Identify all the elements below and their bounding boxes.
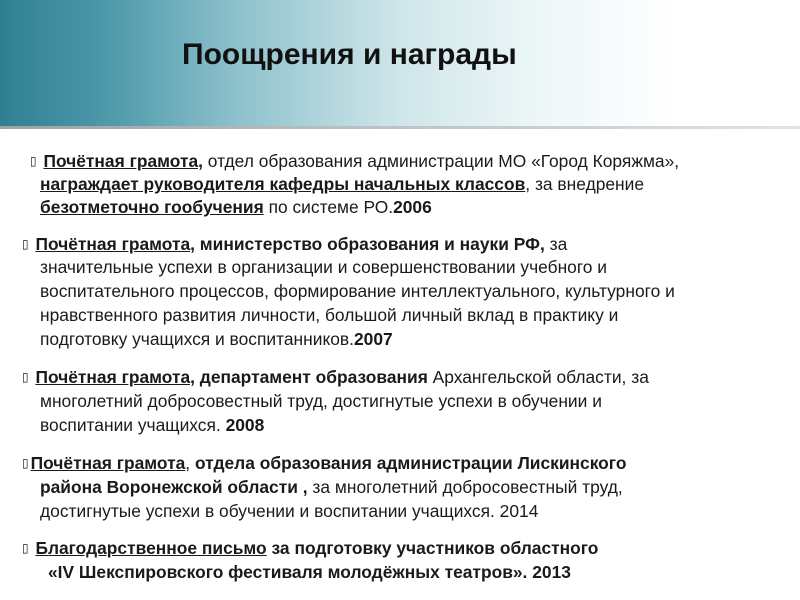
award-item-3-line-1: ▯ Почётная грамота, департамент образования Архангельской области, за [22,367,649,387]
bullet-icon: ▯ [22,237,29,251]
award-item-3-line-3: воспитании учащихся. 2008 [40,415,265,435]
award-item-2-line-2: значительные успехи в организации и совершенствовании учебного и [40,257,608,277]
award-item-1-line-3: безотметочно гообучения по системе РО.2006 [40,197,432,217]
bullet-icon: ▯ [30,154,37,168]
award-item-3-line-2: многолетний добросовестный труд, достигнутые успехи в обучении и [40,391,602,411]
bullet-icon: ▯ [22,370,29,384]
bullet-icon: ▯ [22,456,29,470]
award-item-5-line-2: «IV Шекспировского фестиваля молодёжных театров». 2013 [48,562,571,582]
award-item-2-line-3: воспитательного процессов, формирование интеллектуального, культурного и [40,281,675,301]
page-title: Поощрения и награды [182,38,517,71]
award-item-1-line-1: ▯ Почётная грамота, отдел образования администрации МО «Город Коряжма», [30,151,680,171]
award-item-1-line-2: награждает руководителя кафедры начальных классов, за внедрение [40,174,645,194]
award-item-2-line-1: ▯ Почётная грамота, министерство образования и науки РФ, за [22,234,568,254]
bullet-icon: ▯ [22,541,29,555]
award-item-5-line-1: ▯ Благодарственное письмо за подготовку участников областного [22,538,599,558]
award-item-4-line-2: района Воронежской области , за многолетний добросовестный труд, [40,477,623,497]
award-item-2-line-5: подготовку учащихся и воспитанников.2007 [40,329,393,349]
award-item-4-line-1: ▯ Почётная грамота, отдела образования администрации Лискинского [22,453,627,473]
award-item-2-line-4: нравственного развития личности, большой личный вклад в практику и [40,305,619,325]
award-item-4-line-3: достигнутые успехи в обучении и воспитании учащихся. 2014 [40,501,539,521]
